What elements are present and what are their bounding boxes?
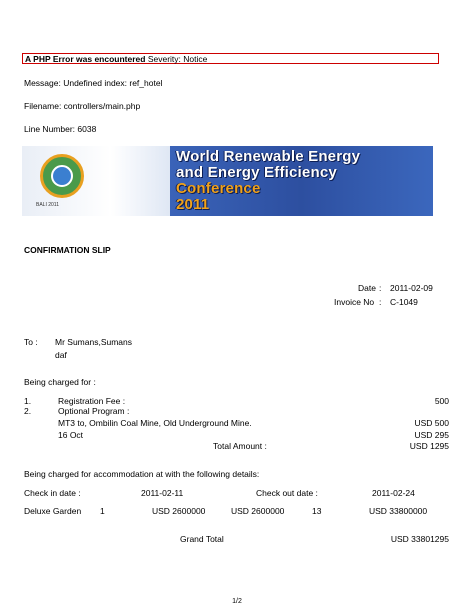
error-heading: A PHP Error was encountered [25,54,146,64]
checkin-value: 2011-02-11 [141,488,184,498]
charged-for-heading: Being charged for : [24,377,96,387]
room-rate-2: USD 2600000 [231,506,285,516]
invoice-value: C-1049 [390,297,418,307]
error-severity: Severity: Notice [147,54,208,64]
banner-line-1: World Renewable Energy [176,148,361,165]
total-value: USD 1295 [409,441,449,451]
accommodation-heading: Being charged for accommodation at with the following details: [24,469,260,479]
grand-total-value: USD 33801295 [390,534,449,544]
slip-title: CONFIRMATION SLIP [24,245,111,255]
date-label: Date [358,283,376,293]
checkout-label: Check out date : [256,488,318,498]
date-colon: : [379,283,382,293]
logo-caption: BALI 2011 [36,202,59,208]
to-label: To : [24,337,38,347]
invoice-colon: : [379,297,382,307]
error-box [22,53,439,64]
room-amount: USD 33800000 [369,506,428,516]
program-amount: USD 500 [414,418,449,428]
checkout-value: 2011-02-24 [372,488,415,498]
error-filename: Filename: controllers/main.php [24,101,141,111]
date-value: 2011-02-09 [390,283,433,293]
banner-line-2: and Energy Efficiency [176,164,337,181]
banner-line-3: Conference [176,180,261,197]
item-label: Registration Fee : [58,396,126,406]
room-type: Deluxe Garden [24,506,82,516]
room-rate: USD 2600000 [152,506,206,516]
total-label: Total Amount : [213,441,267,451]
item-label: Optional Program : [58,406,130,416]
conference-banner [22,146,433,216]
banner-line-4: 2011 [176,196,210,213]
page-number: 1/2 [232,598,242,605]
globe-icon [51,165,73,187]
invoice-label: Invoice No [334,297,375,307]
error-message: Message: Undefined index: ref_hotel [24,78,163,88]
recipient-line-2: daf [55,350,67,360]
room-nights: 13 [312,506,322,516]
item-number: 1. [24,396,32,406]
error-line [25,54,207,64]
error-line-number: Line Number: 6038 [24,124,97,134]
checkin-label: Check in date : [24,488,81,498]
grand-total-label: Grand Total [180,534,224,544]
banner-logo-panel [22,146,170,216]
program-amount: USD 295 [414,430,449,440]
program-line: MT3 to, Ombilin Coal Mine, Old Underground Mine. [58,418,252,428]
room-qty: 1 [100,506,105,516]
recipient-name: Mr Sumans,Sumans [55,337,132,347]
item-number: 2. [24,406,32,416]
program-line: 16 Oct [58,430,84,440]
item-amount: 500 [434,396,449,406]
globe-logo-icon [40,154,84,198]
banner-title-panel [170,146,433,216]
